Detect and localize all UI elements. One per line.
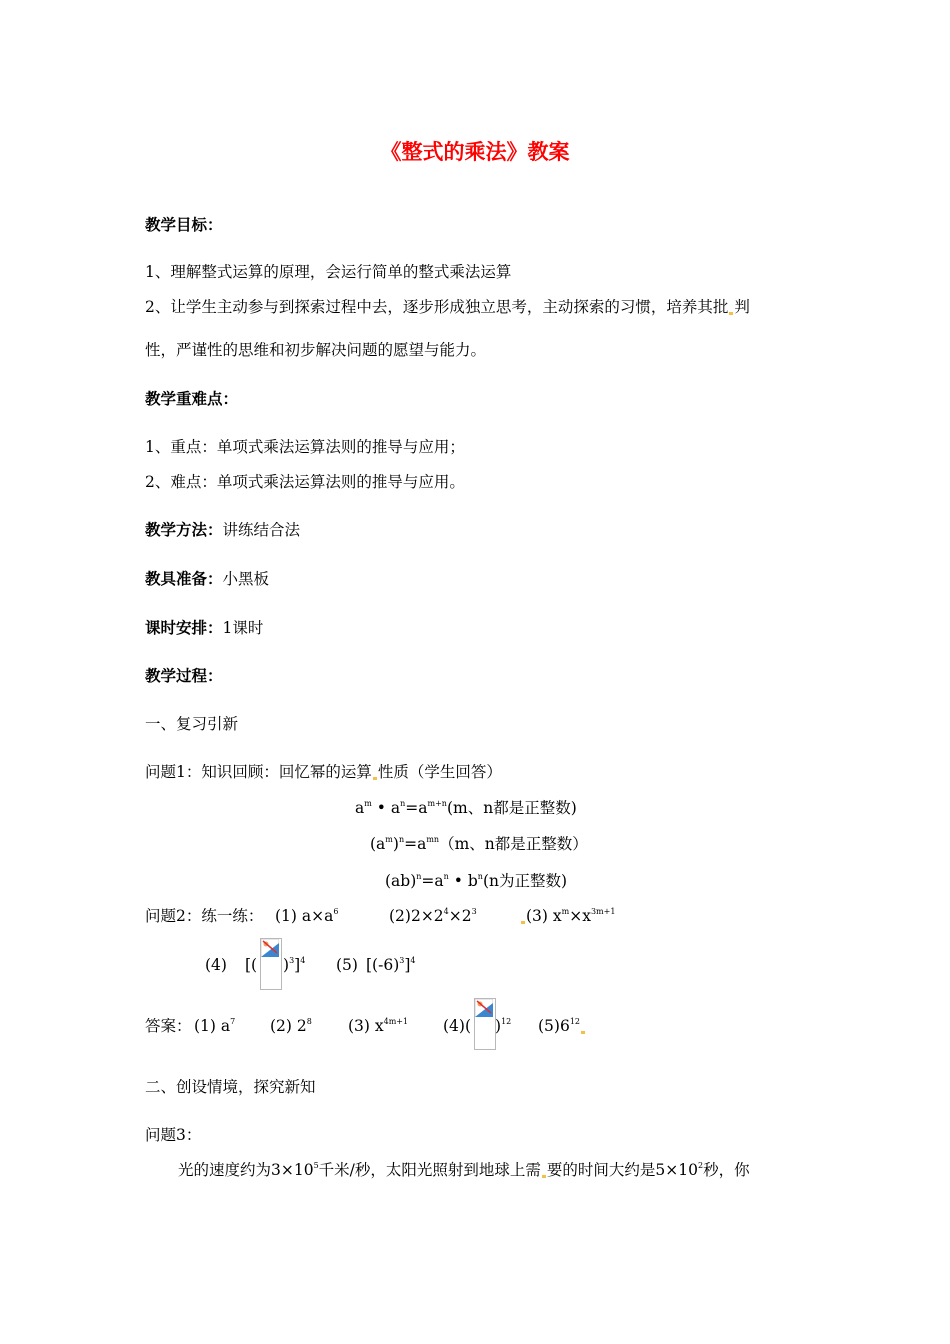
exercise-4-bracket: ] xyxy=(294,956,301,974)
exercise-1 xyxy=(275,906,338,926)
objective-2-text: 2、让学生主动参与到探索过程中去，逐步形成独立思考，主动探索的习惯，培养其批 xyxy=(145,298,729,316)
f3-note: (n为正整数) xyxy=(482,872,568,890)
f2-close: ) xyxy=(392,835,399,853)
answer-1-exp: 7 xyxy=(230,1017,236,1026)
f1-base-b: a xyxy=(390,799,401,817)
exercise-5-text: [(-6) xyxy=(366,956,400,974)
question-3-text-b: 千米/秒，太阳光照射到地球上需 xyxy=(318,1161,541,1179)
keypoints-heading: 教学重难点： xyxy=(145,390,239,408)
answer-5 xyxy=(538,1016,586,1036)
exercise-3-exp-1: m xyxy=(561,907,570,916)
exercise-3 xyxy=(520,906,615,926)
f1-note: (m、n都是正整数) xyxy=(446,799,577,817)
f2-exp-n: n xyxy=(398,835,405,844)
tools-line xyxy=(145,569,269,589)
f2-result-exp: mn xyxy=(426,835,440,844)
f3-exp: n xyxy=(416,872,422,881)
question-1-text-b: 性质（学生回答） xyxy=(377,763,502,781)
answer-5-text: (5)6 xyxy=(538,1017,570,1035)
exercise-2-text: (2)2×2 xyxy=(389,907,444,925)
answer-4-exp: 12 xyxy=(501,1017,512,1026)
answer-1 xyxy=(194,1016,235,1036)
f3-dot: • xyxy=(453,872,463,890)
exercise-1-text: (1) a×a xyxy=(275,907,334,925)
f1-result: =a xyxy=(405,799,428,817)
keypoint-1: 1、重点：单项式乘法运算法则的推导与应用； xyxy=(145,438,465,456)
f1-exp-n: n xyxy=(400,799,406,808)
answer-4-open: (4)( xyxy=(443,1017,472,1035)
method-label: 教学方法： xyxy=(145,521,223,539)
exercise-5-label: (5) xyxy=(336,956,358,974)
method-value: 讲练结合法 xyxy=(222,521,301,539)
keypoint-2: 2、难点：单项式乘法运算法则的推导与应用。 xyxy=(145,473,465,491)
question-1-text-a: 问题1：知识回顾：回忆幂的运算 xyxy=(145,763,372,781)
answer-2-text: (2) 2 xyxy=(270,1017,307,1035)
exercise-2-exp-2: 3 xyxy=(471,907,477,916)
answer-3-text: (3) x xyxy=(348,1017,384,1035)
question-2-label: 问题2：练一练： xyxy=(145,907,264,925)
answer-3 xyxy=(348,1016,408,1036)
f3-result-b-exp: n xyxy=(477,872,483,881)
schedule-value: 1课时 xyxy=(222,619,264,637)
section-2-heading: 二、创设情境，探究新知 xyxy=(145,1078,316,1096)
broken-image-icon xyxy=(475,999,493,1017)
f1-result-exp: m+n xyxy=(427,799,447,808)
tools-label: 教具准备： xyxy=(145,570,223,588)
exercise-2-exp-1: 4 xyxy=(443,907,449,916)
exercise-1-exp: 6 xyxy=(333,907,339,916)
exercise-3-mid: ×x xyxy=(569,907,591,925)
objectives-heading: 教学目标： xyxy=(145,216,223,234)
exercise-2-mid: ×2 xyxy=(448,907,472,925)
f1-base-a: a xyxy=(355,799,365,817)
edit-mark xyxy=(542,1175,546,1178)
answers-label: 答案： xyxy=(145,1017,192,1035)
schedule-line xyxy=(145,618,263,638)
objective-2-line-2: 性，严谨性的思维和初步解决问题的愿望与能力。 xyxy=(145,341,487,359)
broken-image-icon xyxy=(261,939,279,957)
question-3-label: 问题3： xyxy=(145,1126,202,1144)
exercise-4-open: [( xyxy=(245,956,258,974)
exercise-4-exp-1: 3 xyxy=(289,956,295,965)
f1-dot: • xyxy=(376,799,386,817)
answer-2 xyxy=(270,1016,312,1036)
question-3-exp-2: 2 xyxy=(697,1161,704,1170)
answer-3-exp: 4m+1 xyxy=(383,1017,409,1026)
question-3-text-d: 秒，你 xyxy=(703,1161,750,1179)
exercise-5-bracket: ] xyxy=(404,956,411,974)
f3-base: (ab) xyxy=(385,872,417,890)
exercise-3-text: (3) x xyxy=(526,907,562,925)
method-line xyxy=(145,520,300,540)
exercise-5-exp-2: 4 xyxy=(410,956,416,965)
exercise-5 xyxy=(366,955,416,975)
answer-5-exp: 12 xyxy=(569,1017,581,1026)
document-title: 《整式的乘法》教案 xyxy=(380,140,570,164)
question-3-text xyxy=(178,1160,750,1180)
f2-result: =a xyxy=(404,835,427,853)
objective-1: 1、理解整式运算的原理，会运行简单的整式乘法运算 xyxy=(145,263,512,281)
schedule-label: 课时安排： xyxy=(145,619,223,637)
answer-4-paren: ) xyxy=(495,1017,502,1035)
f1-exp-m: m xyxy=(364,799,372,808)
edit-mark xyxy=(729,312,733,315)
answer-2-exp: 8 xyxy=(306,1017,312,1026)
edit-mark xyxy=(521,921,525,924)
formula-product-of-powers xyxy=(355,798,577,818)
formula-power-of-power xyxy=(370,834,588,854)
question-3-text-c: 要的时间大约是5×10 xyxy=(546,1161,698,1179)
exercise-3-exp-2: 3m+1 xyxy=(590,907,616,916)
edit-mark xyxy=(373,777,377,780)
formula-power-of-product xyxy=(385,871,567,891)
f3-result-a: =a xyxy=(421,872,444,890)
f2-exp-m: m xyxy=(385,835,393,844)
f2-base: (a xyxy=(370,835,386,853)
edit-mark xyxy=(581,1031,585,1034)
objective-2-tail: 判 xyxy=(734,298,750,316)
answer-1-text: (1) a xyxy=(194,1017,231,1035)
exercise-4-label: (4) xyxy=(205,956,227,974)
tools-value: 小黑板 xyxy=(222,570,270,588)
exercise-4-paren: ) xyxy=(283,956,290,974)
section-1-heading: 一、复习引新 xyxy=(145,715,239,733)
objective-2-line-1 xyxy=(145,297,750,317)
f3-result-b: b xyxy=(467,872,478,890)
exercise-5-exp-1: 3 xyxy=(399,956,405,965)
question-1 xyxy=(145,762,502,782)
question-3-exp-1: 5 xyxy=(313,1161,319,1170)
question-3-text-a: 光的速度约为3×10 xyxy=(178,1161,314,1179)
exercise-2 xyxy=(389,906,477,926)
exercise-4-close xyxy=(283,955,305,975)
f3-result-a-exp: n xyxy=(443,872,449,881)
process-heading: 教学过程： xyxy=(145,667,223,685)
exercise-4-exp-2: 4 xyxy=(300,956,306,965)
answer-4-close xyxy=(495,1016,511,1036)
f2-note: （m、n都是正整数） xyxy=(439,835,588,853)
